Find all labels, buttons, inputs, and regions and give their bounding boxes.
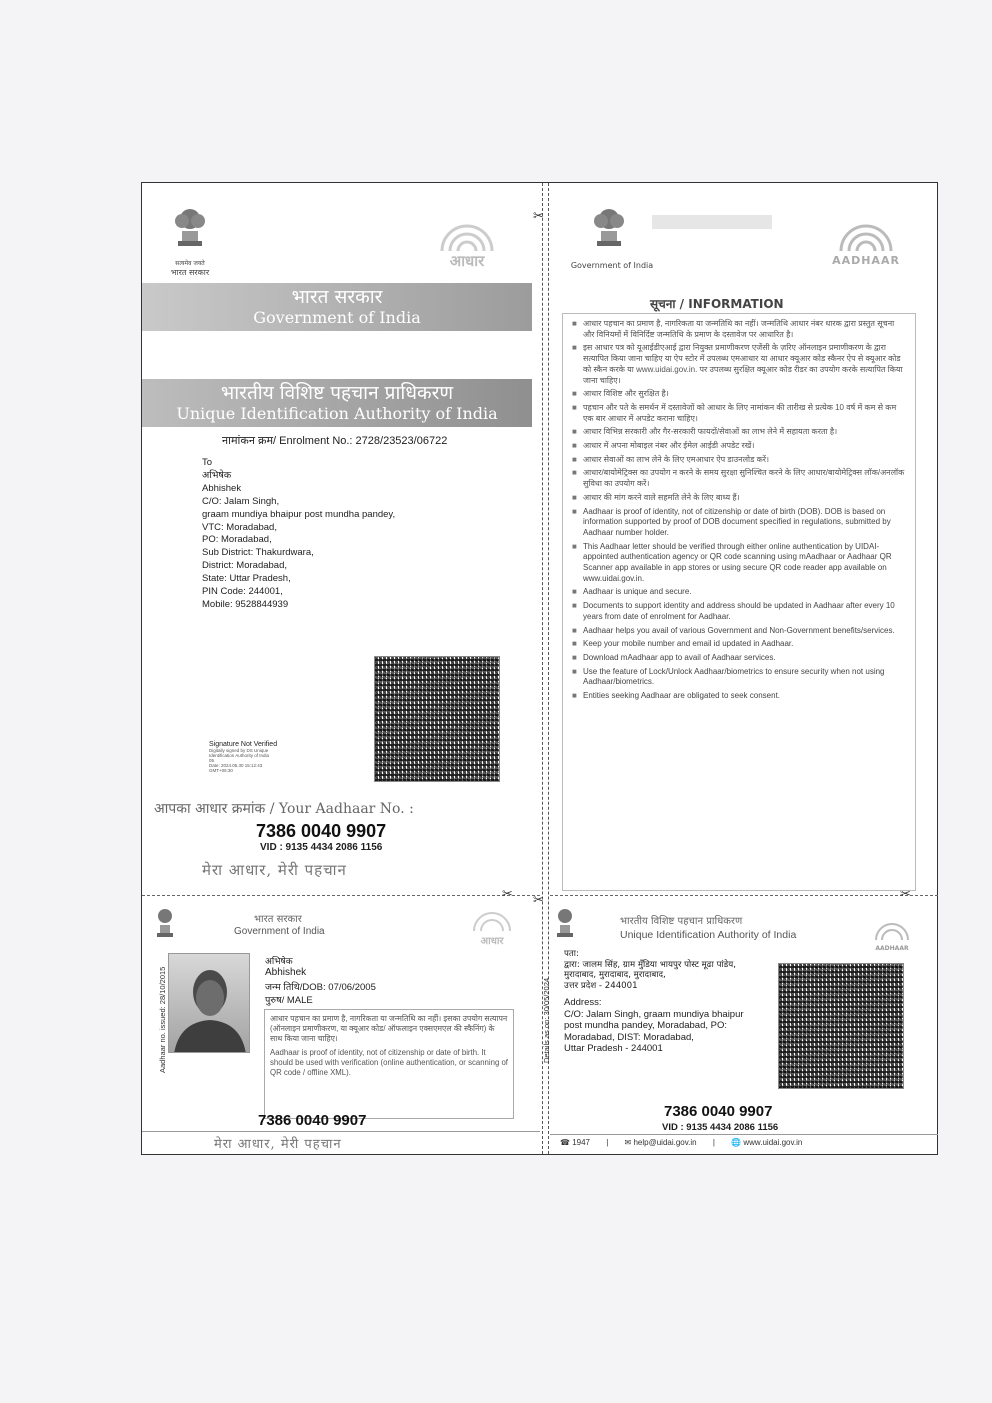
back-card-divider [550,1134,938,1135]
your-aadhaar-label: आपका आधार क्रमांक / Your Aadhaar No. : [154,801,414,817]
uidai-band-english: Unique Identification Authority of India [176,404,498,423]
address-name-hi: अभिषेक [202,469,232,481]
front-card-gov-hi: भारत सरकार [254,914,302,925]
address-pin: PIN Code: 244001, [202,586,283,598]
holder-photo [168,953,250,1053]
front-card-logo-text: आधार [480,936,504,947]
emblem-label: भारत सरकार [170,268,210,277]
front-card-name-en: Abhishek [265,967,307,978]
emblem-label-right: Government of India [570,261,654,270]
info-item: ■ Use the feature of Lock/Unlock Aadhaar/biometrics to ensure security when not using Aadhaar/biometrics. [572,667,906,688]
horizontal-cut-line-right [550,895,938,896]
address-vtc: VTC: Moradabad, [202,521,277,533]
signature-line5: GMT+05:30 [209,768,233,773]
address-to: To [202,457,213,468]
footer-email: help@uidai.gov.in [633,1138,697,1147]
front-card-divider [142,1131,540,1132]
info-item: ■ Download mAadhaar app to avail of Aadhaar services. [572,653,906,664]
redacted-header-mark [652,215,772,229]
national-emblem-icon-right [567,203,657,270]
address-co: C/O: Jalam Singh, [202,495,280,507]
uidai-band-hindi: भारतीय विशिष्ट पहचान प्राधिकरण [220,382,454,404]
front-card-number: 7386 0040 9907 [258,1112,367,1129]
globe-icon: 🌐 [731,1138,742,1147]
signature-line1: Digitally signed by DS Unique [209,748,269,753]
recipient-address [202,457,492,612]
scissors-icon: ✂ [533,209,544,224]
details-date-vertical: Details as on: 30/05/2024 [542,977,551,1063]
front-card-note [264,1009,514,1119]
gov-band-english: Government of India [253,308,421,327]
qr-code-back-card [778,963,904,1089]
scissors-icon: ✂ [502,887,513,902]
footer-web: www.uidai.gov.in [743,1138,803,1147]
scissors-icon: ✂ [900,887,911,902]
info-item: ■ आधार पहचान का प्रमाण है, नागरिकता या जन्मतिथि का नहीं। जन्मतिथि आधार नंबर धारक द्वारा प्रस्तुत सूचना और विनियमों में विनिर्दिष्ट जन्मतिथि के प्रमाण के दस्तावेज पर आधारित है। [572,319,906,340]
info-item: ■ इस आधार पत्र को यूआईडीएआई द्वारा नियुक्त प्रमाणीकरण एजेंसी के ज़रिए ऑनलाइन प्रमाणीकरण के द्वारा सत्यापित किया जाना चाहिए या ऐप स्टोर में उपलब्ध एमआधार या आधार क्यूआर कोड स्कैनर ऐप से क्यूआर कोड को स्कैन करके या www.uidai.gov.in. पर उपलब्ध सुरक्षित क्यूआर कोड रीडर का उपयोग करके सत्यापित किया जाना चाहिए। [572,343,906,386]
front-card-gov-en: Government of India [234,926,325,937]
info-item: ■ Aadhaar is unique and secure. [572,587,906,598]
uidai-band [142,379,532,427]
aadhaar-logo-icon [412,213,522,269]
info-item: ■ आधार/बायोमेट्रिक्स का उपयोग न करने के समय सुरक्षा सुनिश्चित करने के लिए आधार/बायोमेट्रिक्स लॉक/अनलॉक सुविधा का उपयोग करें। [572,468,906,489]
info-item: ■ Keep your mobile number and email id updated in Aadhaar. [572,639,906,650]
signature-line2: Identification Authority of India [209,753,270,758]
footer-phone: 1947 [572,1138,590,1147]
back-card-footer: ☎ 1947 | ✉ help@uidai.gov.in | 🌐 www.uidai.gov.in [560,1138,803,1147]
aadhaar-logo-icon-right [818,213,914,271]
info-item: ■ This Aadhaar letter should be verified through either online authentication by UIDAI-appointed authentication agency or QR code scanning using mAadhaar or Aadhaar QR Scanner app available in app stores or using secure QR code reader app available on www.uidai.gov.in. [572,542,906,585]
info-list [572,319,906,705]
address-po: PO: Moradabad, [202,534,272,546]
info-item: ■ Entities seeking Aadhaar are obligated to seek consent. [572,691,906,702]
back-card-uidai-en: Unique Identification Authority of India [620,929,797,941]
address-mobile: Mobile: 9528844939 [202,598,289,610]
info-item: ■ आधार सेवाओं का लाभ लेने के लिए एमआधार ऐप डाउनलोड करें। [572,455,906,466]
front-card-slogan: मेरा आधार, मेरी पहचान [214,1137,342,1152]
phone-icon: ☎ [560,1138,570,1147]
scissors-icon: ✂ [533,893,544,908]
back-card-uidai-hi: भारतीय विशिष्ट पहचान प्राधिकरण [620,916,743,927]
back-card-addr-en-label: Address: [564,997,602,1008]
back-card-addr-hi-2: मुरादाबाद, मुरादाबाद, मुरादाबाद, [564,970,666,980]
front-card-dob: जन्म तिथि/DOB: 07/06/2005 [265,982,376,993]
card-emblem-icon [152,905,178,945]
government-band [142,283,532,331]
back-card-addr-en-2: post mundha pandey, Moradabad, PO: [564,1020,728,1031]
back-card-vid: VID : 9135 4434 2086 1156 [662,1122,779,1133]
aadhaar-letter [141,182,938,1155]
address-line: graam mundiya bhaipur post mundha pandey, [202,508,396,520]
gov-band-hindi: भारत सरकार [291,286,383,308]
info-item: ■ Aadhaar helps you avail of various Government and Non-Government benefits/services. [572,626,906,637]
back-card-address-hi [564,949,784,991]
back-card-address-en [564,997,784,1055]
address-state: State: Uttar Pradesh, [202,573,291,585]
back-card-logo-text: AADHAAR [875,945,909,952]
national-emblem-icon [160,201,220,278]
back-card-logo-icon [866,921,918,952]
front-card-note-en: Aadhaar is proof of identity, not of citizenship or date of birth. It should be used with verification (online authentication, or scanning of QR code / offline XML). [270,1048,508,1077]
slogan-main: मेरा आधार, मेरी पहचान [202,861,347,879]
vid-main: VID : 9135 4434 2086 1156 [260,842,383,853]
enrolment-number: नामांकन क्रम/ Enrolment No.: 2728/23523/06722 [222,435,448,447]
front-card-note-hi: आधार पहचान का प्रमाण है, नागरिकता या जन्मतिथि का नहीं। इसका उपयोग सत्यापन (ऑनलाइन प्रमाणीकरण, या क्यूआर कोड/ ऑफलाइन एक्सएमएल की स्कैनिंग) के साथ किया जाना चाहिए। [270,1014,508,1043]
signature-block [209,741,319,773]
back-card-addr-en-4: Uttar Pradesh - 244001 [564,1043,663,1054]
signature-line3: 05 [209,758,215,763]
front-card-name-hi: अभिषेक [265,957,293,967]
aadhaar-logo-text: आधार [449,252,485,270]
qr-code-large [374,656,500,782]
back-card-addr-hi-label: पता: [564,949,579,959]
info-item: ■ पहचान और पते के समर्थन में दस्तावेजों को आधार के लिए नामांकन की तारीख से प्रत्येक 10 वर्ष में कम से कम एक बार आधार में अपडेट कराना चाहिए। [572,403,906,424]
signature-line4: Date: 2024.05.30 15:12:43 [209,763,263,768]
back-card-addr-hi-1: द्वारा: जालम सिंह, ग्राम मुँडिया भायपुर पोस्ट मूढा पांडेय, [564,959,736,970]
back-card-addr-en-3: Moradabad, DIST: Moradabad, [564,1031,694,1043]
address-name-en: Abhishek [202,482,242,494]
address-sub-district: Sub District: Thakurdwara, [202,547,314,559]
info-item: ■ Documents to support identity and address should be updated in Aadhaar after every 10 years from date of enrolment for Aadhaar. [572,601,906,622]
info-item: ■ Aadhaar is proof of identity, not of citizenship or date of birth (DOB). DOB is based on information supported by proof of DOB document specified in regulations, submitted by Aadhaar number holder. [572,507,906,539]
email-icon: ✉ [624,1138,632,1147]
issued-date-vertical: Aadhaar no. issued: 28/10/2015 [158,966,167,1073]
info-item: ■ आधार विभिन्न सरकारी और गैर-सरकारी फायदों/सेवाओं का लाभ लेने में सहायता करता है। [572,427,906,438]
aadhaar-number-main: 7386 0040 9907 [256,821,387,841]
front-card-gender: पुरुष/ MALE [265,995,313,1006]
back-card-addr-en-1: C/O: Jalam Singh, graam mundiya bhaipur [564,1008,744,1020]
info-title: सूचना / INFORMATION [650,297,784,311]
emblem-caption: सत्यमेव जयते [175,260,205,267]
back-card-emblem-icon [552,905,578,945]
horizontal-cut-line-left [142,895,540,896]
back-card-number: 7386 0040 9907 [664,1103,773,1120]
address-district: District: Moradabad, [202,560,288,572]
info-item: ■ आधार में अपना मोबाइल नंबर और ईमेल आईडी अपडेट रखें। [572,441,906,452]
aadhaar-logo-text-right: AADHAAR [832,254,900,267]
front-card-logo-icon [462,909,522,947]
signature-title: Signature Not Verified [209,741,278,748]
info-item: ■ आधार विशिष्ट और सुरक्षित है। [572,389,906,400]
info-item: ■ आधार की मांग करने वाले सहमति लेने के लिए बाध्य हैं। [572,493,906,504]
back-card-addr-hi-3: उत्तर प्रदेश - 244001 [564,980,638,991]
